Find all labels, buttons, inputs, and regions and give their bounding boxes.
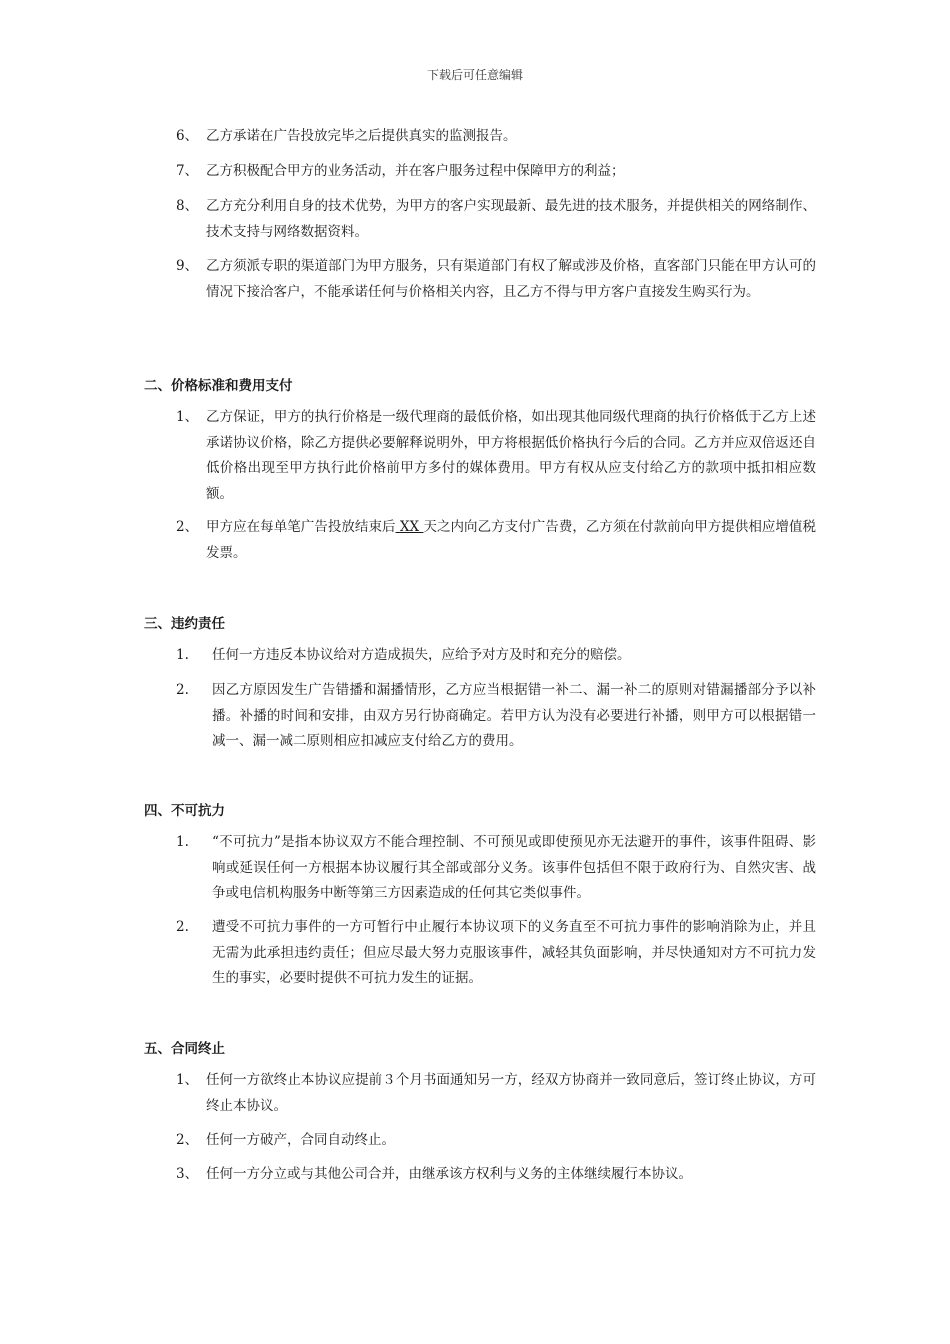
item-number: 1. (176, 647, 189, 663)
list-item (176, 1128, 816, 1154)
list-item (176, 1068, 816, 1119)
item-number: 3、 (176, 1166, 199, 1182)
item-text: 任何一方欲终止本协议应提前３个月书面通知另一方，经双方协商并一致同意后，签订终止协议，方可终止本协议。 (206, 1072, 816, 1114)
page-header: 下载后可任意编辑 (426, 68, 523, 82)
item-text (206, 515, 816, 566)
item-text-part: 天之内向乙方支付广告费，乙方须在付款前向甲方提供相应增值税发票。 (206, 519, 817, 561)
item-number: 7、 (176, 163, 199, 179)
section-heading: 五、合同终止 (144, 1041, 225, 1057)
item-number: 9、 (176, 258, 199, 274)
list-item (176, 915, 816, 992)
item-text: 任何一方分立或与其他公司合并，由继承该方权利与义务的主体继续履行本协议。 (206, 1166, 692, 1182)
section-heading: 四、不可抗力 (144, 803, 225, 819)
section-heading: 二、价格标准和费用支付 (144, 378, 293, 394)
list-item (176, 515, 816, 566)
item-text: 乙方保证，甲方的执行价格是一级代理商的最低价格，如出现其他同级代理商的执行价格低于乙方上述承诺协议价格，除乙方提供必要解释说明外，甲方将根据低价格执行今后的合同。乙方并应双倍返还自低价格出现至甲方执行此价格前甲方多付的媒体费用。甲方有权从应支付给乙方的款项中抵扣相应数额。 (206, 409, 816, 502)
list-item (176, 643, 816, 669)
item-text: 遭受不可抗力事件的一方可暂行中止履行本协议项下的义务直至不可抗力事件的影响消除为止，并且无需为此承担违约责任；但应尽最大努力克服该事件，减轻其负面影响，并尽快通知对方不可抗力发生的事实，必要时提供不可抗力发生的证据。 (212, 919, 816, 986)
list-item (176, 194, 816, 245)
list-item (176, 159, 816, 185)
item-text: 任何一方违反本协议给对方造成损失，应给予对方及时和充分的赔偿。 (212, 647, 631, 663)
item-number: 2. (176, 682, 189, 698)
item-number: 2. (176, 919, 189, 935)
item-number: 1、 (176, 409, 199, 425)
item-number: 1、 (176, 1072, 199, 1088)
list-item (176, 1162, 816, 1188)
list-item (176, 830, 816, 907)
item-number: 1. (176, 834, 189, 850)
item-text: 因乙方原因发生广告错播和漏播情形，乙方应当根据错一补二、漏一补二的原则对错漏播部分予以补播。补播的时间和安排，由双方另行协商确定。若甲方认为没有必要进行补播，则甲方可以根据错一减一、漏一减二原则相应扣减应支付给乙方的费用。 (212, 682, 816, 749)
list-item (176, 678, 816, 755)
item-number: 8、 (176, 198, 199, 214)
item-number: 6、 (176, 128, 199, 144)
item-text: 任何一方破产，合同自动终止。 (206, 1132, 395, 1148)
item-text: 乙方充分利用自身的技术优势，为甲方的客户实现最新、最先进的技术服务，并提供相关的网络制作、技术支持与网络数据资料。 (206, 198, 816, 240)
item-text: 乙方须派专职的渠道部门为甲方服务，只有渠道部门有权了解或涉及价格，直客部门只能在甲方认可的情况下接洽客户，不能承诺任何与价格相关内容，且乙方不得与甲方客户直接发生购买行为。 (206, 258, 816, 300)
item-text: 乙方承诺在广告投放完毕之后提供真实的监测报告。 (206, 128, 517, 144)
list-item (176, 124, 816, 150)
item-text: “不可抗力”是指本协议双方不能合理控制、不可预见或即使预见亦无法避开的事件，该事件阻碍、影响或延误任何一方根据本协议履行其全部或部分义务。该事件包括但不限于政府行为、自然灾害、战争或电信机构服务中断等第三方因素造成的任何其它类似事件。 (212, 834, 816, 901)
list-item (176, 405, 816, 507)
blank-field: XX (395, 519, 424, 535)
item-text: 乙方积极配合甲方的业务活动，并在客户服务过程中保障甲方的利益； (206, 163, 625, 179)
section-heading: 三、违约责任 (144, 616, 225, 632)
list-item (176, 254, 816, 305)
item-number: 2、 (176, 1132, 199, 1148)
item-text-part: 甲方应在每单笔广告投放结束后 (206, 519, 396, 535)
item-number: 2、 (176, 519, 199, 535)
